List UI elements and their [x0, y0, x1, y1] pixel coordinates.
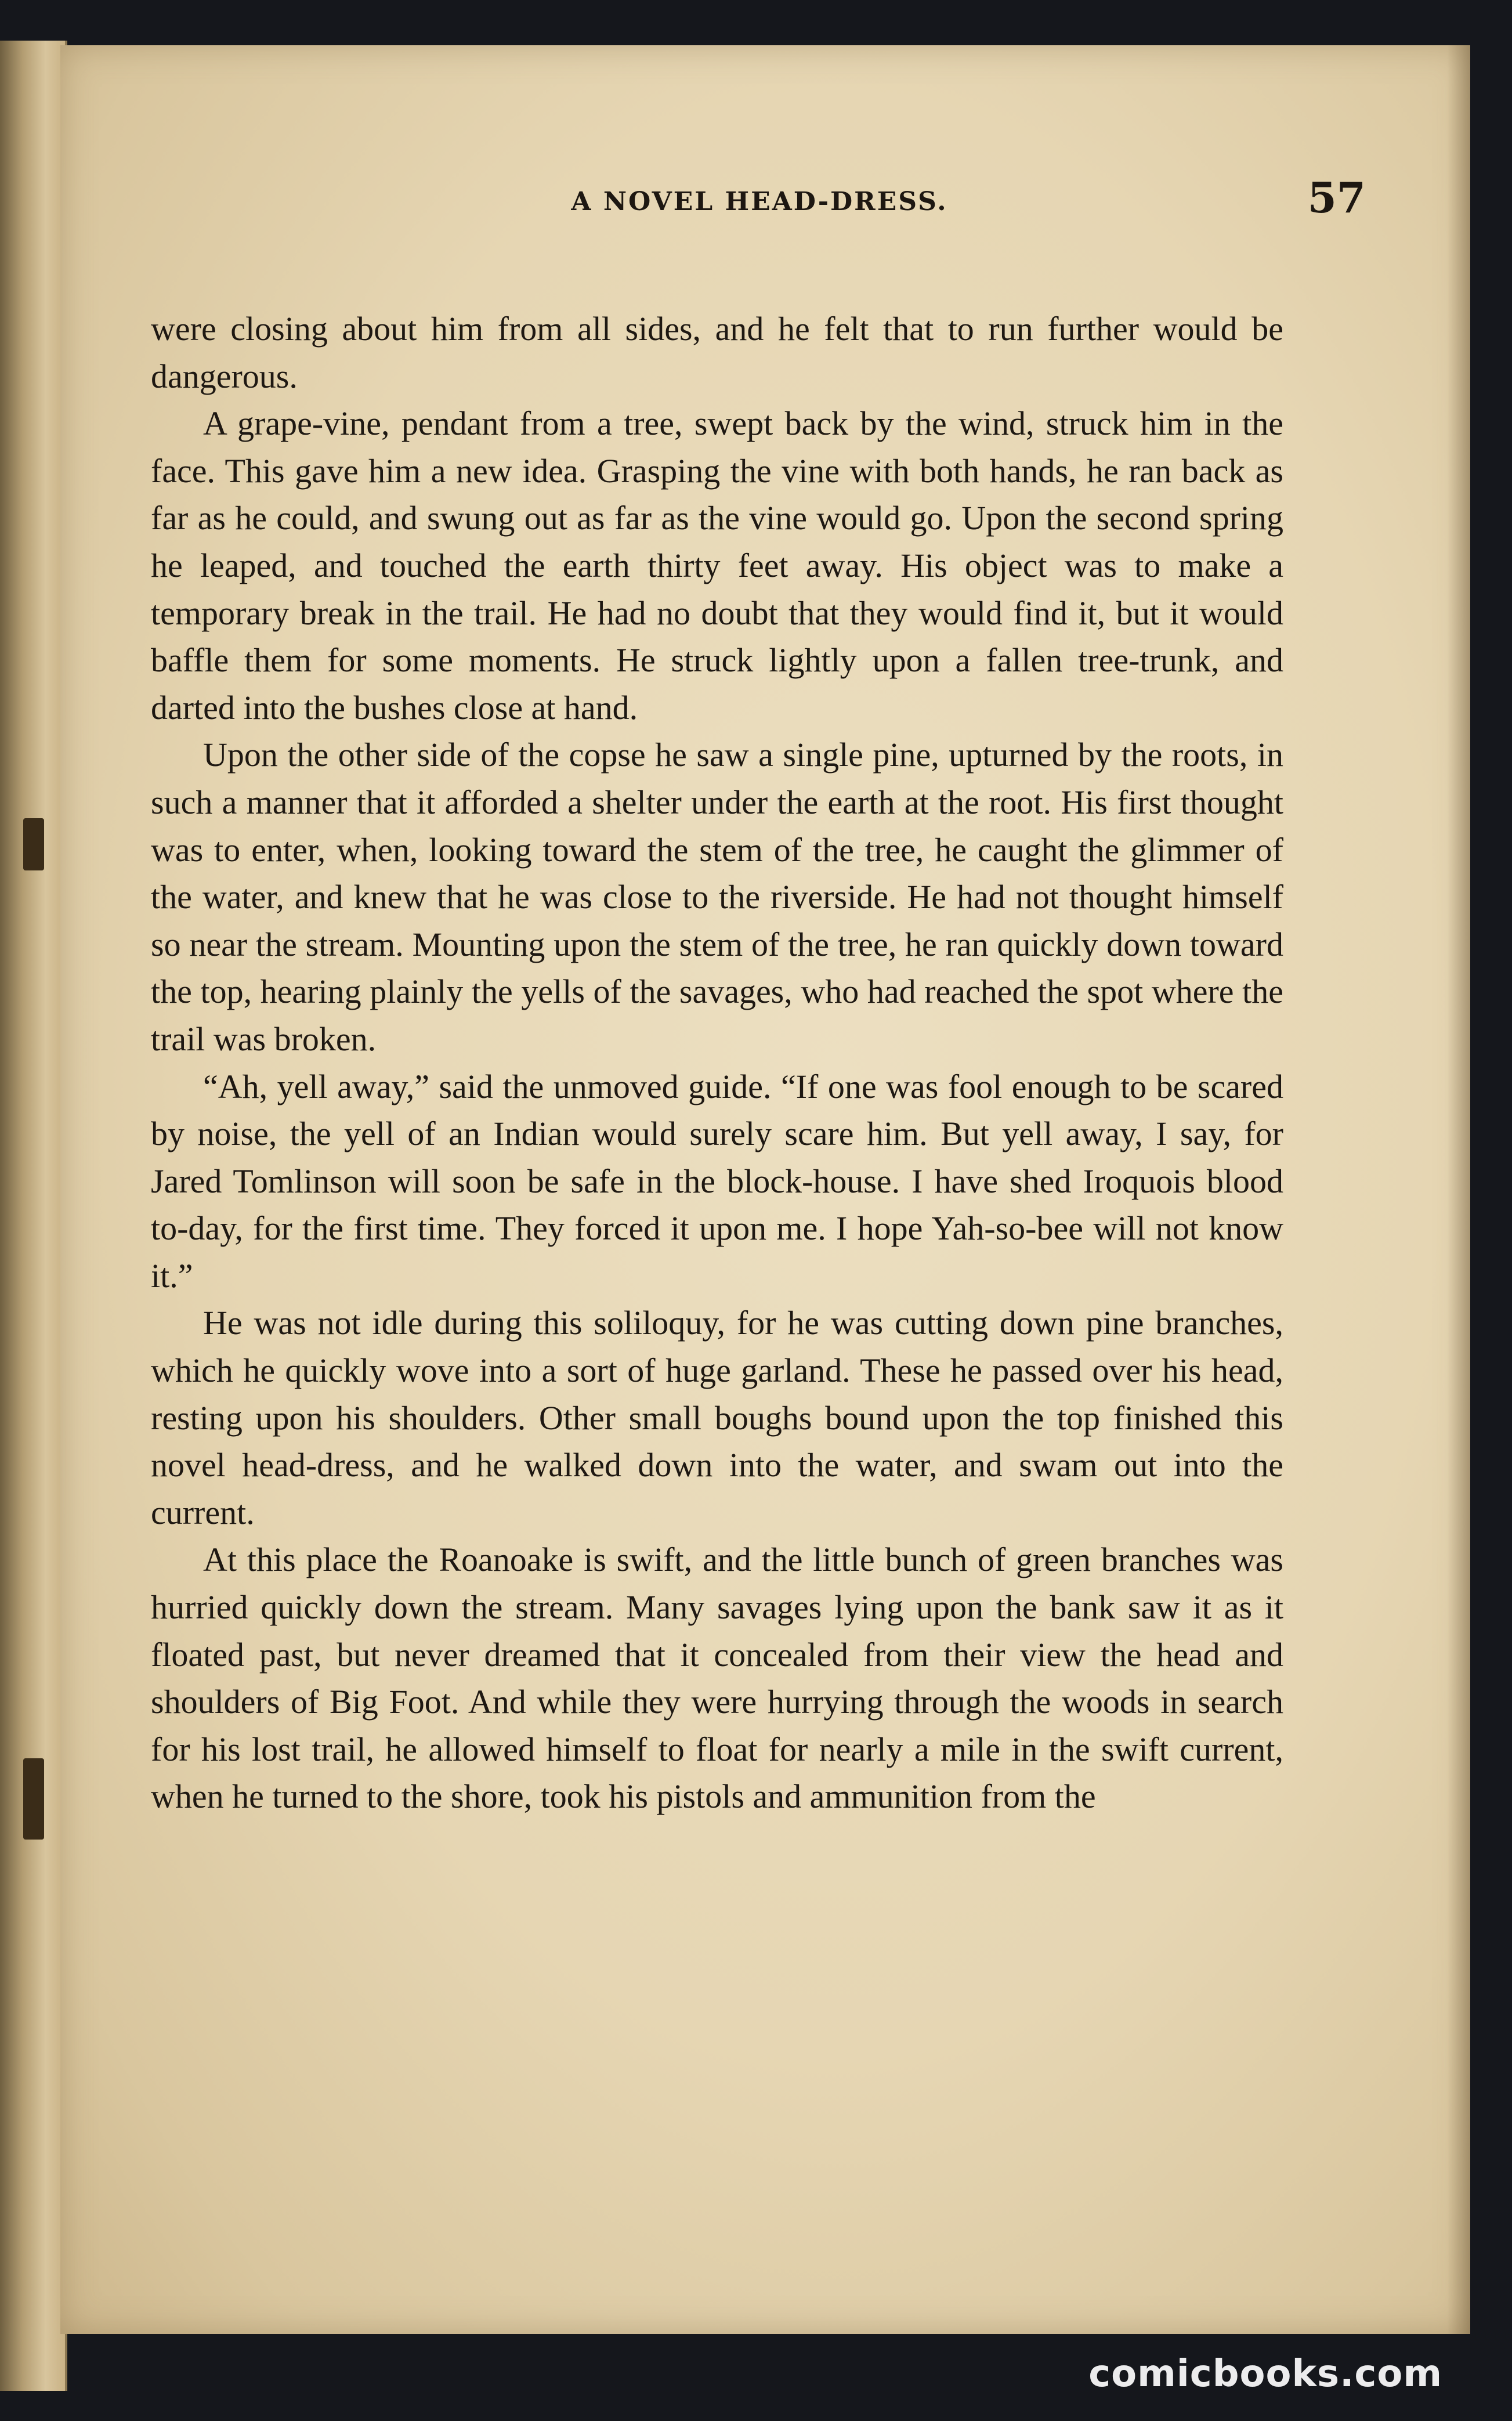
running-title: A NOVEL HEAD-DRESS. [571, 187, 948, 216]
book-spine-edge [0, 41, 67, 2391]
paragraph: At this place the Roanoake is swift, and the little bunch of green branches was hurried quickly down the stream. Many savages lying upon the bank saw it as it floated past, but never dreamed that it concealed from their view the head and shoulders of Big Foot. And while they were hurrying through the woods in search for his lost trail, he allowed himself to float for nearly a mile in the swift current, when he turned to the shore, took his pistols and ammunition from the [151, 1541, 1283, 1816]
binding-tear [23, 818, 44, 870]
binding-tear [23, 1758, 44, 1840]
running-header [153, 173, 1366, 243]
page-number: 57 [1307, 173, 1366, 222]
paragraph: “Ah, yell away,” said the unmoved guide. “If one was fool enough to be scared by noise, the yell of an Indian would surely scare him. But yell away, I say, for Jared Tomlinson will soon be safe in the block-house. I have shed Iroquois blood to-day, for the first time. They forced it upon me. I hope Yah-so-bee will not know it.” [151, 1067, 1283, 1295]
paragraph: were closing about him from all sides, and he felt that to run further would be dangerous. [151, 310, 1283, 395]
paragraph: A grape-vine, pendant from a tree, swept back by the wind, struck him in the face. This gave him a new idea. Grasping the vine with both hands, he ran back as far as he could, and swung out as far as the vine would go. Upon the second spring he leaped, and touched the earth thirty feet away. His object was to make a temporary break in the trail. He had no doubt that they would find it, but it would baffle them for some moments. He struck lightly upon a fallen tree-trunk, and darted into the bushes close at hand. [151, 404, 1283, 727]
site-watermark: comicbooks.com [1088, 2353, 1442, 2395]
book-page [60, 45, 1470, 2334]
body-text [151, 305, 1283, 1820]
paragraph: He was not idle during this soliloquy, for he was cutting down pine branches, which he quickly wove into a sort of huge garland. These he passed over his head, resting upon his shoulders. Other small boughs bound upon the top finished this novel head-dress, and he walked down into the water, and swam out into the current. [151, 1304, 1283, 1531]
paragraph: Upon the other side of the copse he saw a single pine, upturned by the roots, in such a manner that it afforded a shelter under the earth at the root. His first thought was to enter, when, looking toward the stem of the tree, he caught the glimmer of the water, and knew that he was close to the riverside. He had not thought himself so near the stream. Mounting upon the stem of the tree, he ran quickly down toward the top, hearing plainly the yells of the savages, who had reached the spot where the trail was broken. [151, 736, 1283, 1058]
